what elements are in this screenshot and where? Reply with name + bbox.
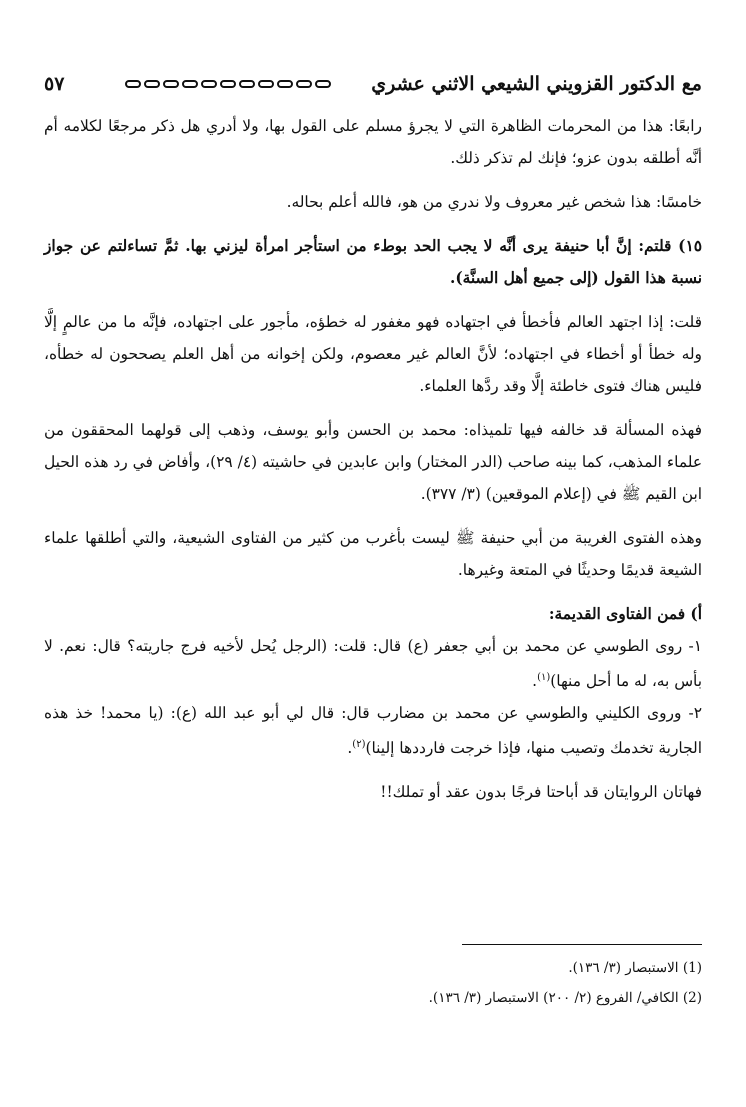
narration-2-end: . [347,739,353,758]
paragraph-answer: قلت: إذا اجتهد العالم فأخطأ في اجتهاده فهو مغفور له خطؤه، مأجور على اجتهاده، فإنَّه ما من عالمٍ إلَّا وله خطأ أو أخطاء في اجتهاده؛ لأنَّ العالم غير معصوم، ولكن إخوانه من أهل العلم يصححون له خطأه، فليس هناك فتوى خاطئة إلَّا وقد ردَّها العلماء. [44,313,702,395]
footnote-2: (2) الكافي/ الفروع (٢/ ٢٠٠) الاستبصار (٣/ ١٣٦). [428,990,702,1006]
narration-1-text: ١- روى الطوسي عن محمد بن أبي جعفر (ع) قال: قلت: (الرجل يُحل لأخيه فرج جاريته؟ قال: نعم. لا بأس به، له ما أحل منها) [44,637,702,691]
paragraph-narration-2 [44,697,702,764]
paragraph-students: فهذه المسألة قد خالفه فيها تلميذاه: محمد بن الحسن وأبو يوسف، وذهب إلى قولهما المحققون من علماء المذهب، كما بينه صاحب (الدر المختار) وابن عابدين في حاشيته (٤/ ٢٩)، وأفاض في رد هذه الحيل ابن القيم ﷺ في (إعلام الموقعين) (٣/ ٣٧٧). [44,421,703,503]
narration-2-text: ٢- وروى الكليني والطوسي عن محمد بن مضارب قال: قال لي أبو عبد الله (ع): (يا محمد! خذ هذه الجارية تخدمك وتصيب منها، فإذا خرجت فارددها إلينا) [44,704,702,758]
paragraph-question-15: ١٥) قلتم: إنَّ أبا حنيفة يرى أنَّه لا يجب الحد بوطء من استأجر امرأة ليزني بها. ثمَّ تساءلتم عن جواز نسبة هذا القول (إلى جميع أهل السنَّة). [44,237,702,287]
header-title: مع الدكتور القزويني الشيعي الاثني عشري [371,73,702,95]
footnotes [44,944,702,1013]
header-ornament [94,77,361,91]
footnote-divider [462,944,702,945]
paragraph-narration-1 [44,630,702,697]
paragraph-fourth: رابعًا: هذا من المحرمات الظاهرة التي لا يجرؤ مسلم على القول بها، ولا أدري هل ذكر مرجعًا لكلامه أم أنَّه أطلقه بدون عزو؛ فإنك لم تذكر ذلك. [44,117,702,167]
narration-1-end: . [532,672,538,691]
footnote-ref-2[interactable]: (٢) [352,739,366,751]
footnote-1: (1) الاستبصار (٣/ ١٣٦). [568,960,702,976]
footnote-ref-1[interactable]: (١) [537,672,551,683]
page-number: ٥٧ [44,73,65,95]
paragraph-conclusion: فهاتان الروايتان قد أباحتا فرجًا بدون عقد أو تملك!! [380,783,702,802]
running-header [44,64,702,104]
paragraph-fifth: خامسًا: هذا شخص غير معروف ولا ندري من هو، فالله أعلم بحاله. [286,193,702,211]
paragraph-fatwa: وهذه الفتوى الغريبة من أبي حنيفة ﷺ ليست بأغرب من كثير من الفتاوى الشيعية، والتي أطلقها علماء الشيعة قديمًا وحديثًا في المتعة وغيرها. [44,529,702,579]
section-heading: أ) فمن الفتاوى القديمة: [548,605,702,623]
